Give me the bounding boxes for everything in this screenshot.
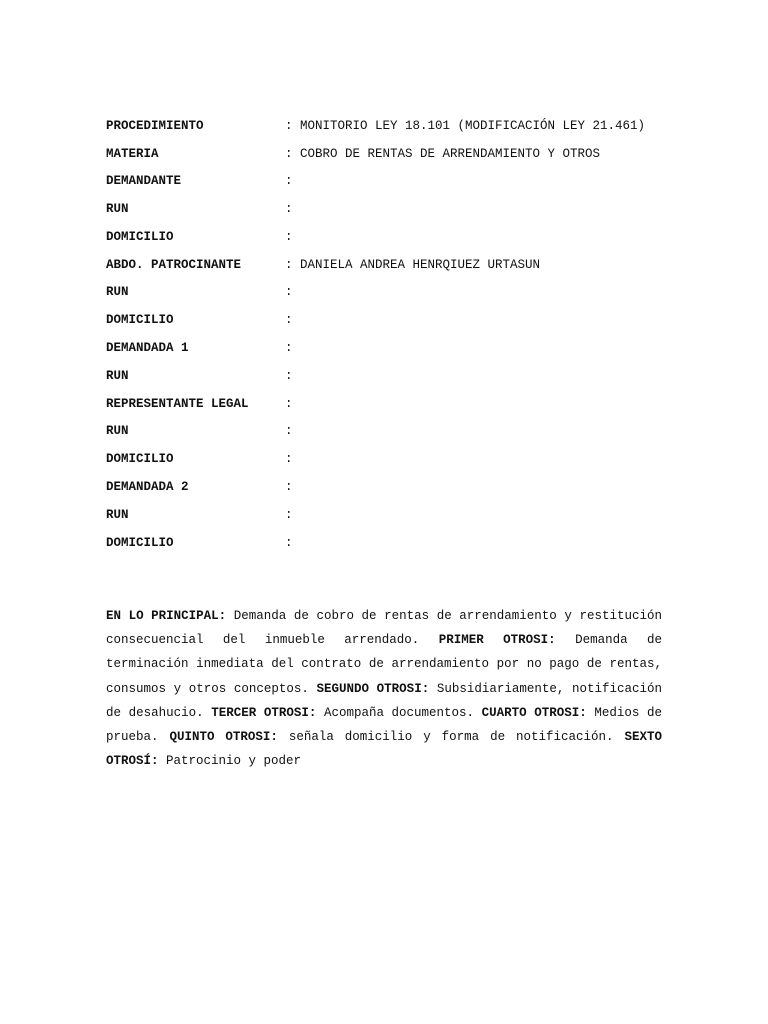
field-row-materia (106, 146, 666, 163)
quinto-otrosi-label: QUINTO OTROSI: (169, 730, 278, 745)
field-label: REPRESENTANTE LEGAL (106, 396, 249, 411)
field-label: RUN (106, 368, 129, 383)
field-label: DOMICILIO (106, 313, 174, 328)
field-value: : (285, 368, 293, 383)
case-header-fields (106, 118, 666, 562)
field-row-procedimiento (106, 118, 666, 135)
field-value: : (285, 285, 293, 300)
field-label: RUN (106, 202, 129, 217)
field-value: : (285, 174, 293, 189)
field-row-abogado-patrocinante (106, 257, 666, 274)
field-value: : COBRO DE RENTAS DE ARRENDAMIENTO Y OTROS (285, 146, 601, 161)
field-row-demandada-2 (106, 479, 666, 496)
field-label: PROCEDIMIENTO (106, 119, 204, 133)
field-value: : (285, 202, 293, 217)
field-row-run (106, 507, 666, 524)
tercer-otrosi-label: TERCER OTROSI: (211, 705, 317, 720)
field-row-run (106, 284, 666, 301)
field-label: DOMICILIO (106, 229, 174, 244)
field-row-demandada-1 (106, 340, 666, 357)
segundo-otrosi-label: SEGUNDO OTROSI: (316, 681, 430, 696)
principal-label: EN LO PRINCIPAL: (106, 609, 227, 623)
field-value: : (285, 229, 293, 244)
field-value: : (285, 452, 293, 467)
sexto-otrosi-label: SEXTO OTROSÍ: (106, 730, 662, 769)
field-label: DOMICILIO (106, 535, 174, 550)
cuarto-otrosi-label: CUARTO OTROSI: (481, 705, 587, 720)
field-label: DEMANDADA 2 (106, 480, 189, 495)
sexto-otrosi-text: Patrocinio y poder (158, 754, 302, 769)
field-label: ABDO. PATROCINANTE (106, 257, 242, 272)
field-label: DOMICILIO (106, 452, 174, 467)
field-value: : (285, 341, 293, 356)
field-row-domicilio (106, 312, 666, 329)
field-value: : (285, 313, 293, 328)
field-value: : (285, 480, 293, 495)
field-label: DEMANDADA 1 (106, 341, 189, 356)
field-value: : MONITORIO LEY 18.101 (MODIFICACIÓN LEY 21.461) (285, 119, 646, 133)
field-row-run (106, 423, 666, 440)
field-label: RUN (106, 424, 129, 439)
field-row-representante-legal (106, 396, 666, 413)
field-row-demandante (106, 173, 666, 190)
principal-text: Demanda de cobro de rentas de arrendamiento y restitución consecuencial del inmueble arrendado. (106, 609, 662, 648)
field-value: : DANIELA ANDREA HENRQIUEZ URTASUN (285, 257, 541, 272)
primer-otrosi-text: Demanda de terminación inmediata del contrato de arrendamiento por no pago de rentas, consumos y otros conceptos. (106, 633, 663, 696)
field-row-run (106, 201, 666, 218)
primer-otrosi-label: PRIMER OTROSI: (438, 633, 556, 648)
field-value: : (285, 535, 293, 550)
field-row-domicilio (106, 229, 666, 246)
field-label: RUN (106, 285, 129, 300)
field-label: MATERIA (106, 146, 159, 161)
segundo-otrosi-text: Subsidiariamente, notificación de desahucio. (106, 681, 662, 720)
field-row-run (106, 368, 666, 385)
quinto-otrosi-text: señala domicilio y forma de notificación. (277, 730, 625, 745)
petitions-summary (106, 604, 662, 773)
field-label: RUN (106, 507, 129, 522)
tercer-otrosi-text: Acompaña documentos. (316, 705, 482, 720)
field-label: DEMANDANTE (106, 174, 182, 189)
field-value: : (285, 507, 293, 522)
field-value: : (285, 424, 293, 439)
field-value: : (285, 396, 293, 411)
field-row-domicilio (106, 451, 666, 468)
field-row-domicilio (106, 535, 666, 552)
cuarto-otrosi-text: Medios de prueba. (106, 705, 663, 745)
